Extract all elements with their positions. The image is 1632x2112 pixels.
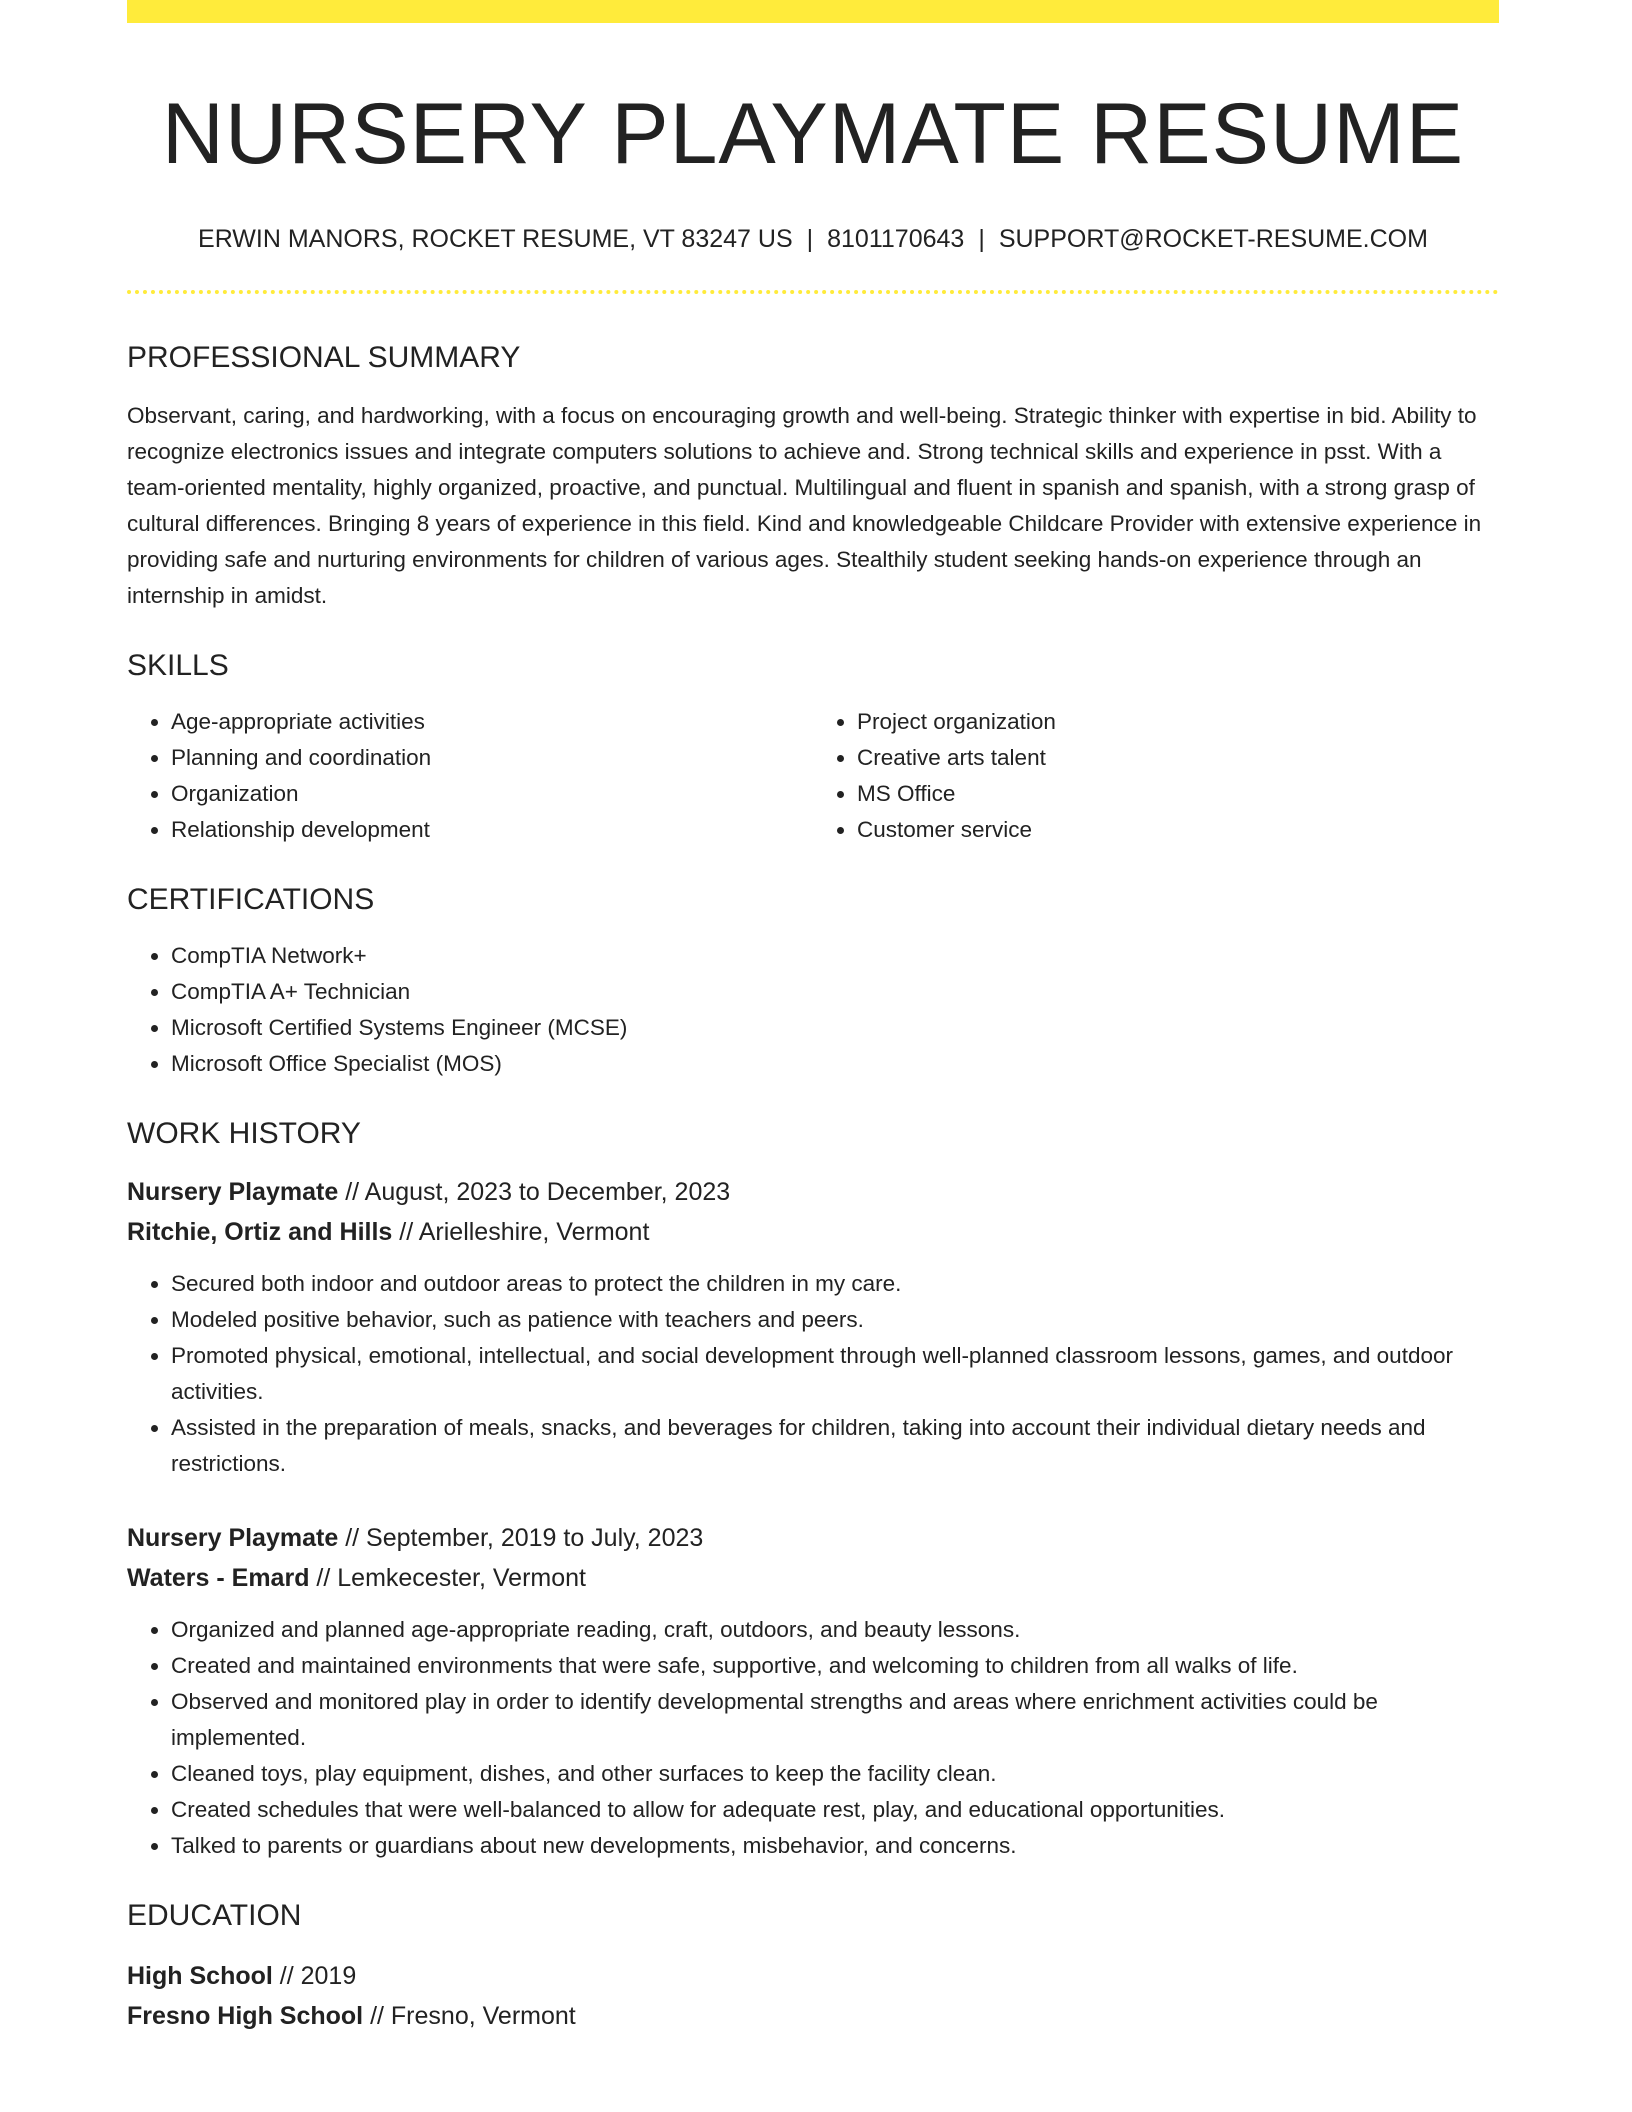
skill-item: • Organization — [171, 776, 813, 812]
job-duty: • Cleaned toys, play equipment, dishes, and other surfaces to keep the facility clean. — [171, 1756, 1499, 1792]
job-duty: • Assisted in the preparation of meals, snacks, and beverages for children, taking into account their individual dietary needs and restrictions. — [171, 1410, 1499, 1482]
dotted-divider — [127, 290, 1499, 294]
job-location: // Lemkecester, Vermont — [316, 1563, 586, 1592]
skills-heading: SKILLS — [127, 648, 229, 682]
job-company-line — [127, 1558, 1499, 1598]
job-duty: • Promoted physical, emotional, intellectual, and social development through well-planned classroom lessons, games, and outdoor activities. — [171, 1338, 1499, 1410]
contact-separator: | — [978, 224, 985, 253]
job-duties-list — [127, 1612, 1499, 1864]
job-dates: // August, 2023 to December, 2023 — [345, 1177, 731, 1206]
contact-address: ERWIN MANORS, ROCKET RESUME, VT 83247 US — [198, 224, 793, 253]
contact-separator: | — [806, 224, 814, 253]
job-duties-list — [127, 1266, 1499, 1482]
job-company: Ritchie, Ortiz and Hills — [127, 1217, 393, 1246]
contact-phone: 8101170643 — [827, 224, 965, 253]
summary-text: Observant, caring, and hardworking, with a focus on encouraging growth and well-being. Strategic thinker with expertise in bid. Ability to recognize electronics issues and integrate computers solutions to achieve and. Strong technical skills and experience in psst. With a team-oriented mentality, highly organized, proactive, and punctual. Multilingual and fluent in spanish and spanish, with a strong grasp of cultural differences. Bringing 8 years of experience in this field. Kind and knowledgeable Childcare Provider with extensive experience in providing safe and nurturing environments for children of various ages. Stealthily student seeking hands-on experience through an internship in amidst. — [127, 402, 1482, 608]
job-duty: • Modeled positive behavior, such as patience with teachers and peers. — [171, 1302, 1499, 1338]
job-location: // Arielleshire, Vermont — [399, 1217, 650, 1246]
skill-item: • Customer service — [857, 812, 1499, 848]
skill-item: • Age-appropriate activities — [171, 704, 813, 740]
job-duty: • Secured both indoor and outdoor areas to protect the children in my care. — [171, 1266, 1499, 1302]
contact-email: SUPPORT@ROCKET-RESUME.COM — [998, 224, 1428, 253]
skill-item: • Relationship development — [171, 812, 813, 848]
job-company-line — [127, 1212, 1499, 1252]
resume-title: NURSERY PLAYMATE RESUME — [161, 86, 1465, 182]
certification-item: • Microsoft Certified Systems Engineer (MCSE) — [171, 1010, 1499, 1046]
certifications-heading: CERTIFICATIONS — [127, 882, 375, 916]
accent-bar — [127, 0, 1499, 23]
job-title: Nursery Playmate — [127, 1523, 339, 1552]
certification-item: • CompTIA A+ Technician — [171, 974, 1499, 1010]
education-location: // Fresno, Vermont — [370, 2001, 576, 2030]
certifications-list — [127, 938, 1499, 1082]
education-degree: High School — [127, 1961, 273, 1990]
certification-item: • Microsoft Office Specialist (MOS) — [171, 1046, 1499, 1082]
job-duty: • Talked to parents or guardians about new developments, misbehavior, and concerns. — [171, 1828, 1499, 1864]
skills-column-right — [813, 704, 1499, 848]
education-school-line — [127, 1996, 1499, 2036]
job-duty: • Observed and monitored play in order to identify developmental strengths and areas where enrichment activities could be implemented. — [171, 1684, 1499, 1756]
job-dates: // September, 2019 to July, 2023 — [345, 1523, 704, 1552]
job-duty: • Created and maintained environments that were safe, supportive, and welcoming to children from all walks of life. — [171, 1648, 1499, 1684]
education-year: // 2019 — [279, 1961, 357, 1990]
education-degree-line — [127, 1956, 1499, 1996]
resume-page — [127, 0, 1499, 2036]
job-company: Waters - Emard — [127, 1563, 310, 1592]
job-title: Nursery Playmate — [127, 1177, 339, 1206]
education-heading: EDUCATION — [127, 1898, 302, 1932]
contact-line — [127, 224, 1499, 254]
skills-column-left — [127, 704, 813, 848]
summary-heading: PROFESSIONAL SUMMARY — [127, 340, 521, 374]
job-title-line — [127, 1518, 1499, 1558]
job-duty: • Created schedules that were well-balanced to allow for adequate rest, play, and educational opportunities. — [171, 1792, 1499, 1828]
skill-item: • Planning and coordination — [171, 740, 813, 776]
skill-item: • Creative arts talent — [857, 740, 1499, 776]
skill-item: • Project organization — [857, 704, 1499, 740]
certification-item: • CompTIA Network+ — [171, 938, 1499, 974]
skill-item: • MS Office — [857, 776, 1499, 812]
work-history-heading: WORK HISTORY — [127, 1116, 361, 1150]
job-duty: • Organized and planned age-appropriate reading, craft, outdoors, and beauty lessons. — [171, 1612, 1499, 1648]
skills-list — [127, 704, 1499, 848]
education-school: Fresno High School — [127, 2001, 364, 2030]
job-title-line — [127, 1172, 1499, 1212]
